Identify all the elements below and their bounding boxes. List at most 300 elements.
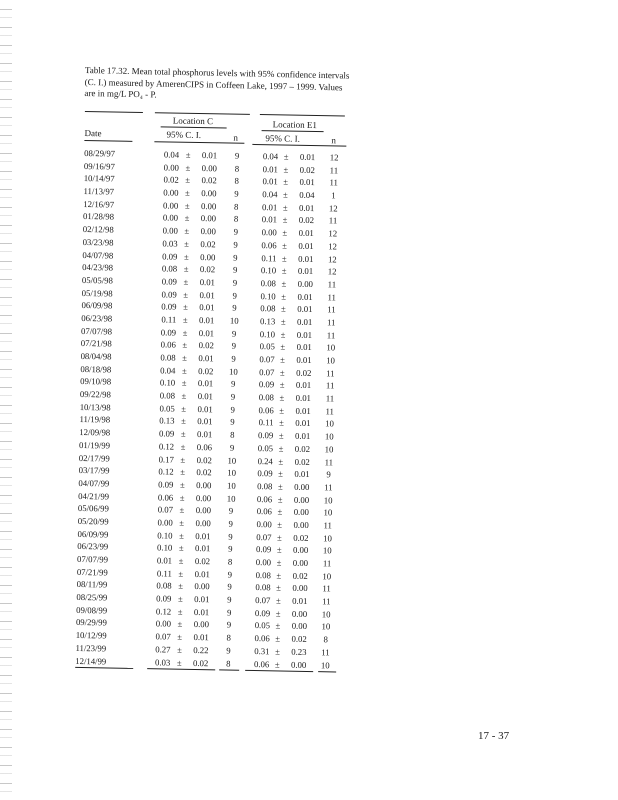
location-e1-n: 12 (329, 152, 339, 163)
location-c-ci: 0.22 (193, 644, 209, 656)
location-e1-mean: 0.06 (258, 404, 274, 416)
location-c-plus-minus: ± (182, 314, 188, 325)
location-c-n: 8 (227, 556, 233, 567)
location-c-n: 9 (227, 594, 232, 605)
location-e1-mean: 0.06 (254, 658, 270, 669)
date-cell: 07/21/99 (76, 566, 108, 578)
location-c-ci: 0.00 (201, 162, 218, 173)
location-c-plus-minus: ± (180, 454, 186, 465)
location-e1-mean: 0.06 (256, 506, 273, 517)
location-c-ci: 0.02 (196, 467, 212, 478)
location-e1-n: 10 (325, 418, 334, 429)
location-c-plus-minus: ± (183, 301, 188, 313)
location-c-mean: 0.08 (159, 390, 176, 401)
location-e1-plus-minus: ± (275, 633, 281, 644)
location-c-ci: 0.06 (196, 441, 213, 453)
location-c-ci: 0.02 (198, 340, 214, 351)
location-e1-mean: 0.11 (258, 417, 274, 428)
location-e1-ci: 0.02 (299, 164, 316, 175)
location-e1-n: 11 (322, 558, 332, 569)
location-c-plus-minus: ± (178, 581, 184, 592)
date-cell: 05/06/99 (77, 503, 109, 514)
location-c-ci: 0.00 (194, 581, 210, 592)
location-c-plus-minus: ± (179, 504, 185, 516)
date-cell: 12/16/97 (83, 198, 115, 210)
location-c-mean: 0.00 (162, 212, 179, 224)
location-c-ci: 0.00 (196, 479, 212, 491)
location-e1-ci: 0.00 (293, 494, 310, 505)
location-e1-n: 10 (326, 355, 336, 366)
location-e1-n: 10 (322, 570, 332, 582)
location-c-plus-minus: ± (180, 466, 186, 477)
location-e1-n: 11 (324, 456, 334, 467)
location-e1-plus-minus: ± (282, 227, 288, 238)
location-e1-ci: 0.02 (296, 367, 312, 378)
location-e1-mean: 0.24 (257, 455, 273, 466)
location-c-ci: 0.02 (201, 175, 217, 186)
location-c-ci: 0.01 (198, 327, 215, 338)
location-c-mean: 0.01 (156, 555, 173, 566)
date-cell: 04/21/99 (78, 490, 110, 502)
date-cell: 09/29/99 (75, 617, 107, 628)
location-e1-n: 10 (324, 444, 334, 455)
location-c-n: 9 (234, 188, 239, 199)
location-e1-ci: 0.01 (298, 253, 314, 264)
date-cell: 10/13/98 (79, 401, 111, 413)
location-e1-mean: 0.01 (262, 176, 278, 187)
location-c-mean: 0.09 (160, 326, 177, 338)
location-e1-n: 10 (321, 621, 331, 632)
location-e1-plus-minus: ± (280, 354, 286, 365)
location-c-ci: 0.01 (195, 530, 211, 541)
date-cell: 10/14/97 (83, 173, 115, 184)
location-c-plus-minus: ± (183, 276, 189, 287)
location-c-plus-minus: ± (182, 340, 188, 351)
location-e1-plus-minus: ± (283, 176, 289, 187)
location-e1-ci: 0.01 (297, 303, 313, 315)
location-e1-mean: 0.06 (254, 633, 270, 644)
table-header (84, 106, 347, 152)
location-e1-n: 12 (328, 228, 338, 239)
location-c-n: 10 (227, 467, 237, 478)
location-c-mean: 0.12 (158, 466, 174, 477)
location-c-n: 9 (233, 226, 239, 237)
header-bottom-rule (84, 140, 132, 142)
location-e1-ci: 0.02 (294, 443, 311, 454)
date-cell: 12/14/99 (75, 655, 107, 666)
location-c-n: 9 (234, 150, 240, 161)
location-e1-mean: 0.08 (255, 582, 271, 593)
location-e1-n: 12 (327, 266, 337, 277)
location-c-n: 8 (234, 201, 239, 212)
location-c-n: 10 (228, 366, 238, 377)
location-c-n: 9 (231, 328, 237, 339)
date-cell: 03/17/99 (78, 465, 110, 476)
date-cell: 01/28/98 (82, 211, 115, 222)
location-c-plus-minus: ± (178, 555, 184, 566)
location-c-ci: 0.02 (198, 365, 214, 376)
location-c-plus-minus: ± (181, 365, 187, 376)
date-cell: 08/04/98 (80, 350, 112, 362)
location-c-n: 9 (233, 252, 238, 263)
location-e1-mean: 0.01 (261, 214, 278, 225)
location-e1-plus-minus: ± (277, 532, 282, 543)
date-cell: 01/19/99 (78, 439, 111, 451)
page-number: 17 - 37 (478, 730, 510, 742)
location-c-mean: 0.00 (162, 225, 178, 236)
location-e1-ci: 0.00 (290, 659, 307, 670)
location-e1-n: 11 (327, 279, 337, 290)
location-c-mean: 0.06 (157, 491, 174, 503)
location-e1-ci: 0.01 (294, 468, 310, 480)
location-e1-ci: 0.02 (292, 570, 308, 581)
location-c-mean: 0.07 (157, 504, 174, 515)
location-e1-n: 11 (326, 317, 336, 328)
location-c-plus-minus: ± (183, 263, 189, 275)
location-e1-ci: 0.02 (298, 215, 315, 226)
location-c-mean: 0.17 (158, 453, 174, 465)
date-cell: 03/23/98 (82, 236, 114, 248)
location-c-n: 9 (226, 619, 232, 631)
location-e1-ci: 0.01 (298, 227, 314, 239)
location-c-plus-minus: ± (179, 492, 185, 503)
header-location-e1: Location E1 (272, 119, 318, 131)
location-e1-plus-minus: ± (283, 164, 289, 175)
location-e1-mean: 0.09 (254, 607, 271, 619)
location-c-mean: 0.07 (155, 631, 171, 642)
location-c-n: 9 (229, 442, 235, 453)
location-e1-plus-minus: ± (278, 430, 284, 441)
location-e1-ci: 0.01 (295, 418, 311, 429)
date-cell: 05/20/99 (77, 515, 109, 527)
location-c-ci: 0.01 (201, 150, 218, 161)
location-c-ci: 0.00 (200, 251, 216, 262)
location-c-plus-minus: ± (178, 543, 184, 554)
location-c-plus-minus: ± (184, 225, 190, 236)
location-c-mean: 0.09 (161, 276, 178, 287)
location-c-mean: 0.09 (161, 288, 177, 300)
location-c-n: 9 (233, 239, 238, 250)
location-e1-plus-minus: ± (280, 329, 286, 340)
location-c-mean: 0.10 (157, 529, 173, 541)
location-c-mean: 0.08 (156, 580, 172, 591)
location-e1-plus-minus: ± (279, 405, 285, 416)
location-e1-ci: 0.01 (295, 405, 311, 416)
location-e1-rule (262, 130, 324, 132)
location-e1-mean: 0.00 (256, 518, 272, 530)
location-e1-ci: 0.00 (292, 557, 309, 568)
location-c-mean: 0.08 (160, 352, 176, 363)
location-e1-plus-minus: ± (282, 202, 288, 213)
location-e1-ci: 0.00 (297, 278, 314, 289)
location-e1-n: 11 (327, 291, 336, 302)
location-e1-ci: 0.01 (296, 342, 312, 353)
location-c-mean: 0.03 (155, 656, 171, 668)
location-c-mean: 0.11 (161, 314, 177, 325)
location-e1-plus-minus: ± (282, 214, 288, 225)
location-e1-mean: 0.06 (256, 493, 273, 504)
location-c-ci: 0.01 (198, 353, 214, 364)
location-e1-mean: 0.06 (261, 239, 277, 251)
location-e1-n: 10 (321, 608, 331, 620)
location-e1-mean: 0.11 (261, 252, 277, 263)
location-c-n: 8 (233, 214, 239, 225)
location-c-n: 9 (232, 277, 238, 288)
location-e1-n: 11 (322, 596, 331, 607)
table-caption: Table 17.32. Mean total phosphorus levels with 95% confidence intervals (C. I.) measured by AmerenCIPS in Coffeen Lake, 1997 – 1999. Values are in mg/L PO₄ - P. (84, 65, 350, 100)
location-e1-n: 11 (323, 520, 332, 531)
location-c-plus-minus: ± (182, 327, 188, 338)
location-e1-plus-minus: ± (275, 620, 281, 631)
location-e1-n: 11 (329, 164, 339, 176)
location-e1-mean: 0.05 (257, 442, 274, 454)
location-c-ci: 0.01 (194, 594, 210, 605)
location-c-rule (161, 126, 227, 128)
location-e1-ci: 0.02 (291, 633, 307, 645)
location-e1-mean: 0.09 (257, 430, 274, 441)
location-e1-plus-minus: ± (280, 341, 286, 352)
location-c-mean: 0.04 (163, 149, 180, 160)
date-cell: 10/12/99 (75, 630, 107, 641)
location-c-n: 9 (230, 391, 236, 402)
location-c-n: 9 (231, 353, 236, 364)
location-c-plus-minus: ± (185, 175, 191, 186)
location-e1-mean: 0.07 (259, 366, 275, 378)
location-e1-ci: 0.02 (294, 456, 310, 467)
location-c-mean: 0.09 (161, 301, 177, 312)
location-e1-n: 11 (326, 329, 336, 341)
location-e1-plus-minus: ± (275, 608, 281, 619)
location-e1-plus-minus: ± (276, 544, 282, 555)
date-cell: 05/19/98 (81, 287, 113, 299)
location-c-mean: 0.10 (159, 377, 176, 388)
location-c-mean: 0.02 (163, 174, 179, 186)
phosphorus-table (75, 106, 347, 676)
location-e1-ci: 0.00 (291, 621, 308, 632)
location-e1-plus-minus: ± (278, 455, 284, 467)
date-cell: 09/08/99 (76, 604, 108, 616)
location-e1-ci: 0.00 (292, 545, 309, 556)
location-c-mean: 0.09 (156, 593, 172, 604)
location-c-n: 9 (227, 581, 232, 593)
date-cell: 06/23/99 (77, 541, 109, 552)
location-c-n: 10 (226, 480, 236, 491)
location-c-ci: 0.01 (197, 416, 213, 427)
location-e1-plus-minus: ± (281, 303, 286, 314)
location-c-ci: 0.00 (195, 517, 211, 529)
location-c-ci: 0.01 (199, 302, 215, 313)
date-cell: 08/11/99 (76, 579, 108, 590)
location-c-n: 9 (228, 518, 233, 529)
location-e1-ci: 0.00 (293, 506, 310, 518)
location-e1-mean: 0.07 (255, 595, 271, 606)
location-e1-n: 11 (327, 304, 336, 315)
location-c-plus-minus: ± (177, 593, 183, 604)
header-top-rule (260, 114, 345, 116)
location-e1-ci: 0.00 (292, 583, 308, 594)
date-cell: 07/07/98 (80, 325, 113, 337)
location-e1-plus-minus: ± (277, 481, 283, 492)
location-e1-n: 10 (324, 431, 334, 442)
location-c-mean: 0.09 (159, 428, 175, 439)
location-c-mean: 0.08 (161, 263, 178, 274)
location-c-n: 9 (228, 505, 234, 516)
header-top-rule (155, 112, 250, 115)
location-c-n: 8 (230, 429, 235, 440)
location-e1-n: 11 (328, 215, 338, 226)
location-c-mean: 0.13 (159, 415, 175, 427)
location-e1-ci: 0.01 (292, 595, 308, 607)
location-e1-mean: 0.10 (259, 328, 276, 339)
location-c-mean: 0.27 (155, 644, 171, 655)
location-e1-n: 10 (322, 545, 332, 556)
location-e1-mean: 0.13 (259, 316, 276, 327)
location-e1-ci: 0.01 (298, 240, 314, 251)
location-c-ci: 0.01 (193, 632, 209, 643)
location-e1-mean: 0.10 (260, 290, 276, 301)
location-e1-mean: 0.08 (257, 480, 273, 492)
location-e1-mean: 0.00 (261, 227, 277, 238)
date-cell: 02/12/98 (82, 224, 114, 235)
location-c-n: 9 (230, 378, 236, 390)
location-e1-n: 10 (323, 532, 332, 543)
location-c-plus-minus: ± (181, 416, 186, 427)
location-c-mean: 0.04 (160, 365, 176, 376)
location-c-plus-minus: ± (185, 187, 190, 198)
date-cell: 06/23/98 (81, 312, 113, 324)
location-e1-plus-minus: ± (283, 189, 288, 200)
location-e1-plus-minus: ± (283, 151, 289, 162)
location-c-ci: 0.01 (198, 314, 215, 326)
location-c-mean: 0.11 (156, 568, 172, 579)
location-c-plus-minus: ± (180, 441, 186, 452)
location-c-n: 9 (226, 645, 231, 656)
location-c-plus-minus: ± (176, 657, 182, 668)
location-c-plus-minus: ± (177, 644, 183, 655)
location-c-mean: 0.12 (155, 606, 172, 617)
location-e1-plus-minus: ± (276, 570, 282, 581)
location-e1-ci: 0.01 (298, 202, 315, 213)
location-e1-mean: 0.09 (257, 468, 273, 479)
location-c-ci: 0.01 (197, 391, 214, 402)
location-e1-plus-minus: ± (277, 519, 283, 530)
location-e1-plus-minus: ± (275, 646, 280, 657)
header-e1-n: n (331, 135, 337, 146)
location-c-plus-minus: ± (179, 479, 185, 490)
location-e1-n: 10 (320, 659, 330, 670)
location-e1-mean: 0.08 (258, 392, 275, 403)
location-c-ci: 0.01 (197, 403, 213, 415)
date-cell: 09/16/97 (83, 160, 115, 172)
date-cell: 08/18/98 (80, 363, 112, 375)
location-e1-ci: 0.01 (296, 354, 312, 365)
location-c-n: 9 (232, 302, 237, 313)
location-c-plus-minus: ± (184, 238, 190, 249)
location-e1-plus-minus: ± (277, 506, 283, 517)
location-e1-plus-minus: ± (281, 265, 287, 276)
location-c-n: 9 (230, 404, 235, 415)
location-e1-ci: 0.01 (295, 380, 312, 391)
location-e1-plus-minus: ± (279, 417, 284, 428)
location-c-plus-minus: ± (185, 162, 191, 173)
location-e1-plus-minus: ± (279, 379, 285, 390)
location-c-plus-minus: ± (180, 428, 186, 439)
location-c-ci: 0.02 (196, 454, 212, 465)
location-e1-n: 12 (327, 253, 337, 264)
location-e1-ci: 0.23 (291, 646, 307, 657)
location-c-plus-minus: ± (183, 251, 189, 262)
location-c-ci: 0.01 (193, 606, 210, 617)
location-c-n: 9 (228, 531, 233, 542)
location-c-ci: 0.00 (201, 188, 217, 199)
date-cell: 06/09/98 (81, 300, 113, 311)
location-c-mean: 0.05 (159, 403, 175, 414)
location-e1-n: 11 (326, 367, 335, 379)
location-c-n: 8 (234, 175, 239, 187)
location-e1-mean: 0.07 (256, 531, 272, 542)
date-cell: 11/23/99 (75, 642, 107, 654)
location-c-ci: 0.02 (200, 238, 216, 250)
location-e1-ci: 0.00 (293, 519, 309, 530)
date-cell: 05/05/98 (81, 274, 113, 286)
location-c-mean: 0.10 (157, 542, 173, 553)
location-e1-ci: 0.01 (295, 392, 312, 404)
location-c-n: 8 (226, 658, 231, 669)
location-e1-mean: 0.05 (259, 341, 275, 352)
location-c-ci: 0.00 (200, 226, 216, 237)
location-c-mean: 0.09 (162, 250, 178, 262)
location-c-n: 10 (227, 455, 237, 466)
header-c-ci: 95% C. I. (166, 129, 202, 141)
location-e1-ci: 0.01 (296, 316, 313, 327)
location-e1-n: 11 (325, 405, 334, 417)
location-e1-mean: 0.08 (260, 277, 277, 289)
location-e1-plus-minus: ± (282, 240, 288, 251)
location-e1-mean: 0.07 (259, 354, 275, 365)
date-cell: 07/21/98 (80, 338, 112, 349)
header-top-rule (85, 111, 143, 113)
location-c-plus-minus: ± (177, 631, 183, 642)
date-cell: 09/10/98 (80, 376, 112, 387)
date-cell: 11/13/97 (83, 186, 115, 197)
date-cell: 12/09/98 (79, 427, 111, 438)
location-e1-plus-minus: ± (276, 582, 282, 593)
scan-edge-artifact (0, 0, 12, 800)
location-c-ci: 0.02 (194, 555, 211, 567)
location-c-plus-minus: ± (179, 530, 184, 541)
location-e1-n: 11 (322, 583, 331, 594)
location-c-plus-minus: ± (184, 200, 190, 211)
location-c-ci: 0.00 (195, 492, 212, 503)
location-c-n: 10 (226, 493, 236, 504)
location-c-ci: 0.00 (193, 619, 210, 630)
date-cell: 11/19/98 (79, 414, 111, 425)
location-e1-ci: 0.01 (294, 430, 311, 442)
location-c-plus-minus: ± (183, 289, 189, 300)
location-e1-plus-minus: ± (279, 392, 285, 403)
location-e1-mean: 0.09 (255, 544, 272, 555)
location-c-ci: 0.02 (199, 264, 216, 275)
location-e1-ci: 0.00 (294, 481, 310, 492)
location-e1-ci: 0.04 (299, 189, 315, 201)
location-e1-n: 11 (325, 380, 335, 391)
location-c-plus-minus: ± (184, 213, 190, 224)
location-e1-mean: 0.00 (255, 557, 272, 568)
header-bottom-rule (154, 141, 244, 144)
location-c-mean: 0.00 (162, 200, 179, 211)
date-cell: 07/07/99 (77, 553, 109, 565)
location-e1-mean: 0.08 (255, 569, 271, 581)
